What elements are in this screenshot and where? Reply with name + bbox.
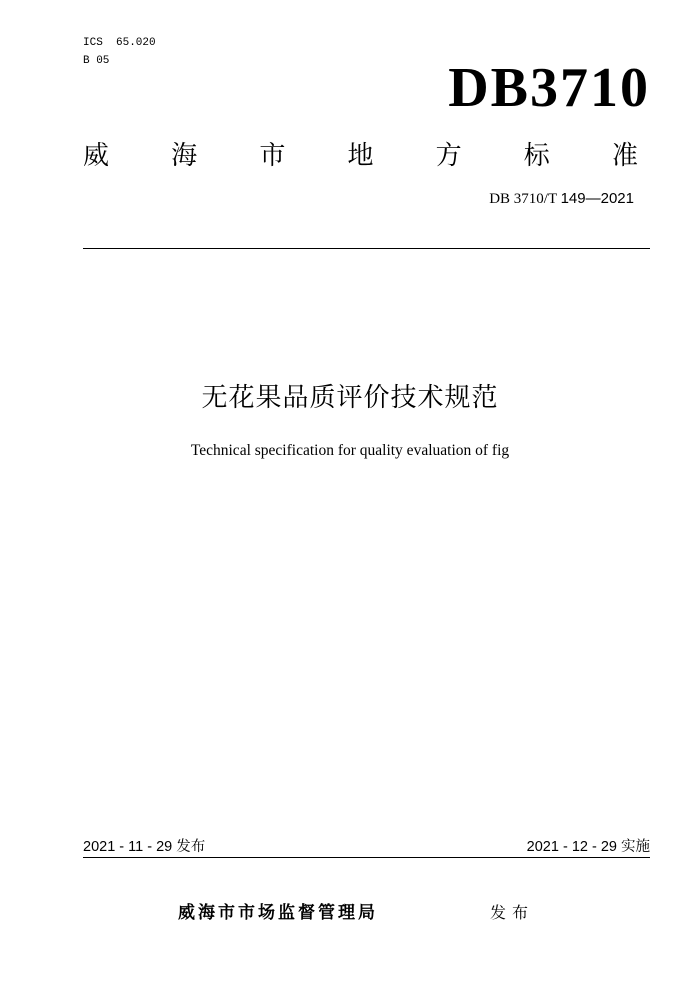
standard-type-heading (83, 136, 638, 176)
document-title-en: Technical specification for quality evaluation of fig (190, 442, 510, 459)
ics-code: ICS 65.020 (83, 37, 156, 49)
issuing-authority: 威海市市场监督管理局 (178, 903, 378, 923)
standard-type-char: 市 (259, 141, 286, 171)
standard-type-char: 标 (523, 141, 550, 171)
standard-type-char: 海 (171, 141, 198, 171)
standard-type-char: 地 (347, 141, 374, 171)
standard-type-char: 准 (611, 141, 638, 171)
document-title-cn: 无花果品质评价技术规范 (201, 383, 499, 413)
standard-number-prefix: DB 3710/T (489, 191, 557, 207)
standard-type-char: 威 (83, 141, 110, 171)
issue-label: 发布 (490, 903, 535, 922)
publish-date: 2021 - 11 - 29 发布 (83, 839, 206, 855)
standard-number-suffix: 149—2021 (560, 190, 634, 207)
implement-date: 2021 - 12 - 29 实施 (526, 839, 650, 855)
standard-type-char: 方 (435, 141, 462, 171)
header-divider (83, 248, 650, 249)
footer-divider (83, 857, 650, 858)
standard-number (489, 189, 634, 209)
db-code-logo: DB3710 (448, 57, 650, 119)
ccs-code: B 05 (83, 55, 110, 67)
